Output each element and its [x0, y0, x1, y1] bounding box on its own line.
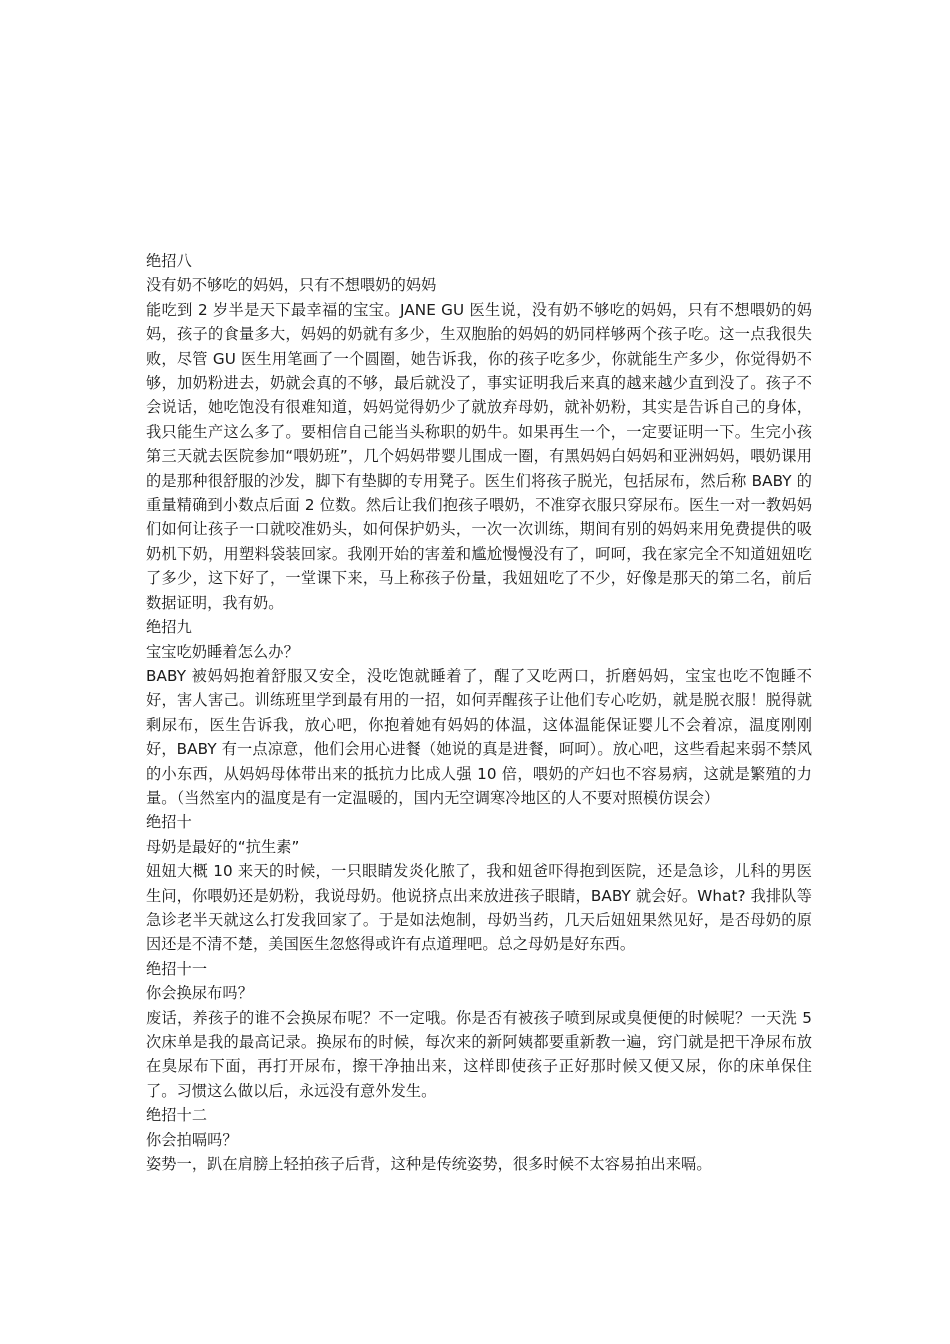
section-subheading: 你会拍嗝吗？	[146, 1130, 238, 1149]
section-heading: 绝招八	[146, 252, 192, 270]
section-body: 姿势一，趴在肩膀上轻拍孩子后背，这种是传统姿势，很多时候不太容易拍出来嗝。	[146, 1155, 712, 1174]
section-heading: 绝招十一	[146, 959, 208, 978]
section-subheading: 没有奶不够吃的妈妈，只有不想喂奶的妈妈	[146, 276, 437, 295]
document-page	[146, 249, 812, 1176]
section-heading: 绝招九	[146, 618, 192, 637]
section-body: BABY 被妈妈抱着舒服又安全，没吃饱就睡着了，醒了又吃两口，折磨妈妈，宝宝也吃不饱睡不好，害人害己。训练班里学到最有用的一招，如何弄醒孩子让他们专心吃奶，就是脱衣服！脱得就剩尿布，医生告诉我，放心吧，你抱着她有妈妈的体温，这体温能保证婴儿不会着凉，温度刚刚好，BABY 有一点凉意，他们会用心进餐（她说的真是进餐，呵呵）。放心吧，这些看起来弱不禁风的小东西，从妈妈母体带出来的抵抗力比成人强 10 倍，喂奶的产妇也不容易病，这就是繁殖的力量。（当然室内的温度是有一定温暖的，国内无空调寒冷地区的人不要对照模仿误会）	[146, 666, 812, 807]
section-subheading: 母奶是最好的“抗生素”	[146, 837, 300, 856]
section-body: 能吃到 2 岁半是天下最幸福的宝宝。JANE GU 医生说，没有奶不够吃的妈妈，只有不想喂奶的妈妈，孩子的食量多大，妈妈的奶就有多少，生双胞胎的妈妈的奶同样够两个孩子吃。这一点我很失败，尽管 GU 医生用笔画了一个圆圈，她告诉我，你的孩子吃多少，你就能生产多少，你觉得奶不够，加奶粉进去，奶就会真的不够，最后就没了，事实证明我后来真的越来越少直到没了。孩子不会说话，她吃饱没有很难知道，妈妈觉得奶少了就放弃母奶，就补奶粉，其实是告诉自己的身体，我只能生产这么多了。要相信自己能当头称职的奶牛。如果再生一个，一定要证明一下。生完小孩第三天就去医院参加“喂奶班”，几个妈妈带婴儿围成一圈，有黑妈妈白妈妈和亚洲妈妈，喂奶课用的是那种很舒服的沙发，脚下有垫脚的专用凳子。医生们将孩子脱光，包括尿布，然后称 BABY 的重量精确到小数点后面 2 位数。然后让我们抱孩子喂奶，不准穿衣服只穿尿布。医生一对一教妈妈们如何让孩子一口就咬准奶头，如何保护奶头，一次一次训练，期间有别的妈妈来用免费提供的吸奶机下奶，用塑料袋装回家。我刚开始的害羞和尴尬慢慢没有了，呵呵，我在家完全不知道妞妞吃了多少，这下好了，一堂课下来，马上称孩子份量，我妞妞吃了不少，好像是那天的第二名，前后数据证明，我有奶。	[146, 300, 812, 612]
section-8	[146, 249, 812, 615]
section-12	[146, 1103, 812, 1176]
section-11	[146, 957, 812, 1103]
section-heading: 绝招十	[146, 813, 192, 832]
section-9	[146, 615, 812, 810]
section-subheading: 你会换尿布吗？	[146, 984, 254, 1003]
section-subheading: 宝宝吃奶睡着怎么办？	[146, 642, 299, 661]
section-body: 废话，养孩子的谁不会换尿布呢？不一定哦。你是否有被孩子喷到尿或臭便便的时候呢？一天洗 5 次床单是我的最高记录。换尿布的时候，每次来的新阿姨都要重新教一遍，窍门就是把干净尿布放在臭尿布下面，再打开尿布，擦干净抽出来，这样即使孩子正好那时候又便又尿，你的床单保住了。习惯这么做以后，永远没有意外发生。	[146, 1008, 812, 1100]
section-heading: 绝招十二	[146, 1106, 208, 1125]
section-body: 妞妞大概 10 来天的时候，一只眼睛发炎化脓了，我和妞爸吓得抱到医院，还是急诊，儿科的男医生问，你喂奶还是奶粉，我说母奶。他说挤点出来放进孩子眼睛，BABY 就会好。What? 我排队等急诊老半天就这么打发我回家了。于是如法炮制，母奶当药，几天后妞妞果然见好，是否母奶的原因还是不清不楚，美国医生忽悠得或许有点道理吧。总之母奶是好东西。	[146, 862, 812, 954]
section-10	[146, 810, 812, 956]
